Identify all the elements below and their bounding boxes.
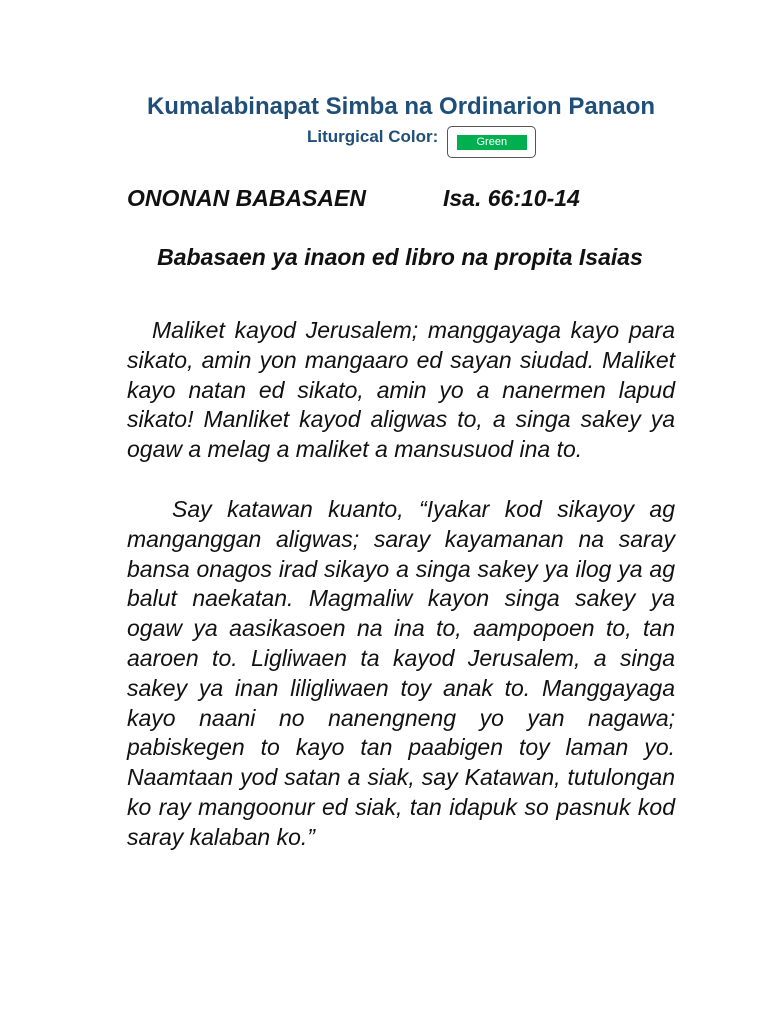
- reading-intro: Babasaen ya inaon ed libro na propita Isaias: [157, 244, 643, 270]
- liturgical-color-swatch: Green: [457, 135, 527, 150]
- page-title: Kumalabinapat Simba na Ordinarion Panaon: [146, 93, 656, 120]
- reading-heading: [127, 185, 580, 212]
- reading-paragraph: Maliket kayod Jerusalem; manggayaga kayo para sikato, amin yon mangaaro ed sayan siudad. Maliket kayo natan ed sikato, amin yo a nanermen lapud sikato! Manliket kayod aligwas to, a singa sakey ya ogaw a melag a maliket a mansusuod ina to.: [127, 317, 675, 463]
- liturgical-color-label: Liturgical Color:: [307, 127, 439, 146]
- liturgical-color-field[interactable]: [447, 126, 536, 158]
- reading-citation: Isa. 66:10-14: [443, 185, 580, 211]
- liturgical-color-row: [307, 126, 536, 162]
- reading-label: ONONAN BABASAEN: [127, 185, 366, 211]
- reading-paragraph: Say katawan kuanto, “Iyakar kod sikayoy ag manganggan aligwas; saray kayamanan na saray bansa onagos irad sikayo a singa sakey ya ilog ya ag balut naekatan. Magmaliw kayon singa sakey ya ogaw ya aasikasoen na ina to, aampopoen to, tan aaroen to. Ligliwaen ta kayod Jerusalem, a singa sakey ya inan liligliwaen toy anak to. Manggayaga kayo naani no nanengneng yo yan nagawa; pabiskegen to kayo tan paabigen toy laman yo. Naamtaan yod satan a siak, say Katawan, tutulongan ko ray mangoonur ed siak, tan idapuk so pasnuk kod saray kalaban ko.”: [127, 495, 675, 850]
- reading-body: [127, 316, 675, 853]
